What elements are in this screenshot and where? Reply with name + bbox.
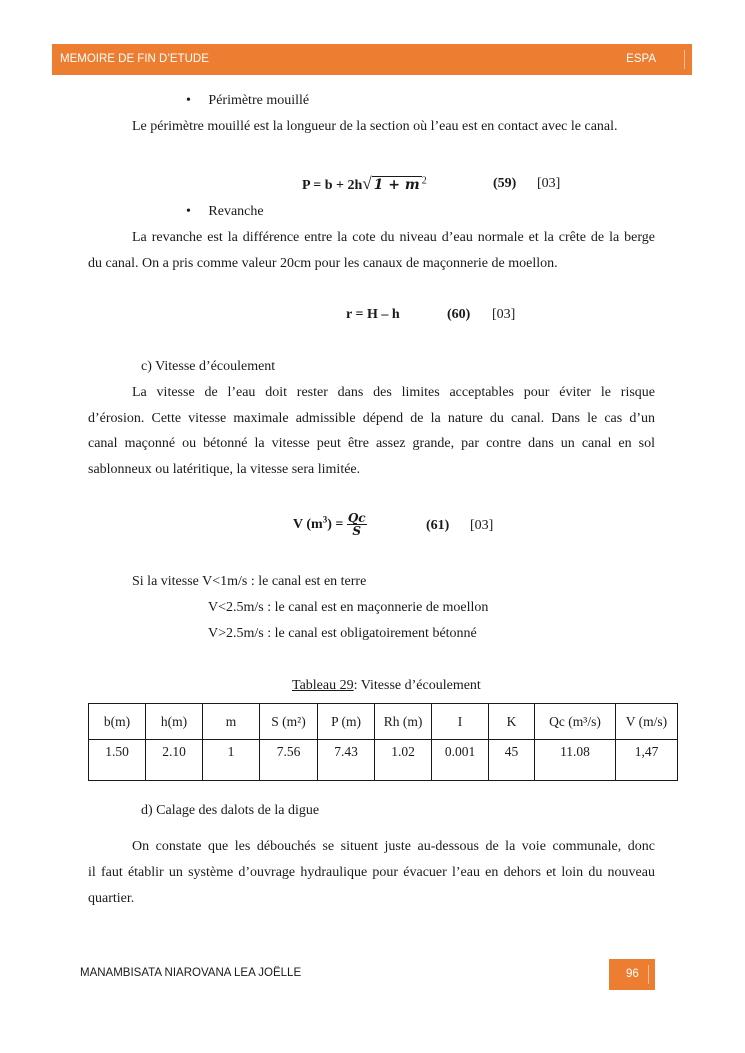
- th-p: P (m): [318, 704, 375, 740]
- table-row: [89, 740, 678, 781]
- eq59-ref: [03]: [537, 176, 561, 191]
- footer-author: MANAMBISATA NIAROVANA LEA JOËLLE: [80, 967, 302, 979]
- th-s: S (m²): [260, 704, 318, 740]
- eq59-number: (59): [493, 176, 517, 191]
- th-rh: Rh (m): [375, 704, 432, 740]
- velocity-table: [88, 703, 678, 781]
- revanche-line1: La revanche est la différence entre la cote du niveau d’eau normale et la crête de la berge: [132, 230, 655, 245]
- bullet-perimetre-label: Périmètre mouillé: [208, 93, 310, 108]
- page-header: [52, 44, 692, 75]
- header-title: MEMOIRE DE FIN D’ETUDE: [60, 53, 209, 65]
- th-k: K: [489, 704, 535, 740]
- eq61-fraction: [347, 512, 367, 537]
- th-b: b(m): [89, 704, 146, 740]
- table-header-row: [89, 704, 678, 740]
- th-v: V (m/s): [616, 704, 678, 740]
- footer-divider: [648, 965, 649, 984]
- vitesse-line4: sablonneux ou latéritique, la vitesse sera limitée.: [88, 462, 361, 477]
- eq61-sup: 3: [322, 514, 328, 525]
- eq61-lhs: V (m: [293, 516, 323, 532]
- bullet-revanche: • Revanche: [186, 204, 264, 219]
- bullet-perimetre: • Périmètre mouillé: [186, 93, 310, 108]
- equation-61: [293, 512, 367, 537]
- td-b: 1.50: [89, 740, 146, 781]
- heading-vitesse: c) Vitesse d’écoulement: [141, 359, 276, 374]
- perimetre-text: Le périmètre mouillé est la longueur de la section où l’eau est en contact avec le canal.: [132, 119, 618, 134]
- eq60: r = H – h: [346, 307, 400, 322]
- header-divider: [684, 50, 685, 69]
- td-i: 0.001: [432, 740, 489, 781]
- td-h: 2.10: [146, 740, 203, 781]
- eq59-exponent: 2: [421, 175, 427, 187]
- eq61-number: (61): [426, 518, 450, 533]
- dalots-line3: quartier.: [88, 891, 135, 906]
- vitesse-line2: d’érosion. Cette vitesse maximale admissible dépend de la nature du canal. Dans le cas d’un: [88, 411, 655, 426]
- td-qc: 11.08: [535, 740, 616, 781]
- th-i: I: [432, 704, 489, 740]
- eq59-lhs: P = b + 2h: [302, 178, 363, 193]
- vitesse-line3: canal maçonné ou bétonné la vitesse peut être assez grande, par contre dans un canal en sol: [88, 436, 655, 451]
- table-caption-text: : Vitesse d’écoulement: [353, 678, 481, 693]
- header-school: ESPA: [626, 53, 656, 65]
- condition-moellon: V<2.5m/s : le canal est en maçonnerie de moellon: [208, 600, 489, 615]
- td-m: 1: [203, 740, 260, 781]
- revanche-line2: du canal. On a pris comme valeur 20cm pour les canaux de maçonnerie de moellon.: [88, 256, 558, 271]
- page-number: 96: [626, 968, 639, 980]
- th-m: m: [203, 704, 260, 740]
- eq61-ref: [03]: [470, 518, 494, 533]
- page-number-box: [609, 959, 655, 990]
- heading-dalots: d) Calage des dalots de la digue: [141, 803, 320, 818]
- dalots-line1: On constate que les débouchés se situent juste au-dessous de la voie communale, donc: [132, 839, 655, 854]
- td-v: 1,47: [616, 740, 678, 781]
- sqrt-symbol: √ 1 + m: [362, 174, 420, 193]
- table-caption: [292, 678, 481, 694]
- eq60-ref: [03]: [492, 307, 516, 322]
- td-s: 7.56: [260, 740, 318, 781]
- eq60-number: (60): [447, 307, 471, 322]
- td-p: 7.43: [318, 740, 375, 781]
- dalots-line2: il faut établir un système d’ouvrage hydraulique pour évacuer l’eau en dehors et loin du nouveau: [88, 865, 655, 880]
- th-h: h(m): [146, 704, 203, 740]
- vitesse-line1: La vitesse de l’eau doit rester dans des limites acceptables pour éviter le risque: [132, 385, 655, 400]
- td-k: 45: [489, 740, 535, 781]
- eq61-denominator: S: [352, 524, 362, 538]
- condition-terre: Si la vitesse V<1m/s : le canal est en terre: [132, 574, 367, 589]
- eq61-lhs-end: ) =: [327, 516, 344, 532]
- th-qc: Qc (m³/s): [535, 704, 616, 740]
- table-caption-label: Tableau 29: [292, 678, 354, 693]
- condition-beton: V>2.5m/s : le canal est obligatoirement bétonné: [208, 626, 477, 641]
- eq61-numerator: Qc: [347, 511, 366, 525]
- td-rh: 1.02: [375, 740, 432, 781]
- equation-59: [302, 174, 427, 194]
- bullet-revanche-label: Revanche: [208, 204, 264, 219]
- eq59-radicand: 1 + m: [373, 177, 420, 193]
